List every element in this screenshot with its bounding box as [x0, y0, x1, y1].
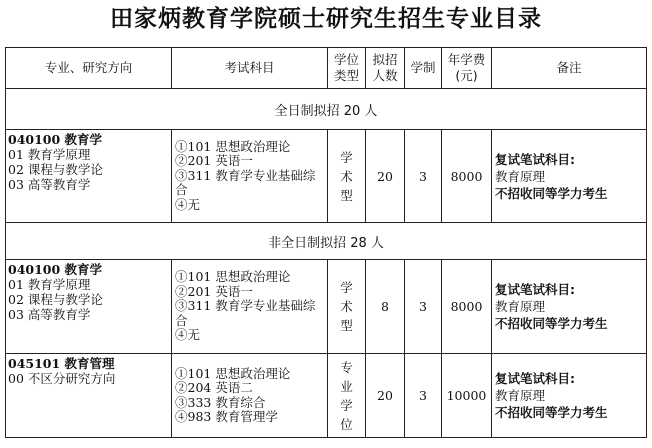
- header-exam: 考试科目: [172, 48, 328, 89]
- exam-item: ④无: [175, 196, 201, 212]
- fee-cell: 8000: [442, 260, 492, 354]
- years-cell: 3: [405, 260, 442, 354]
- notes-cell: [492, 130, 647, 223]
- notes-line: 教育原理: [495, 388, 546, 403]
- table-row: [6, 130, 647, 223]
- header-degree-line2: 类型: [333, 68, 359, 83]
- major-cell: [6, 354, 172, 438]
- notes-line: 不招收同等学力考生: [495, 405, 608, 420]
- fee-cell: 10000: [442, 354, 492, 438]
- table-row: [6, 260, 647, 354]
- table-row: [6, 354, 647, 438]
- notes-line: 不招收同等学力考生: [495, 316, 608, 331]
- section-row: [6, 223, 647, 260]
- fee-cell: 8000: [442, 130, 492, 223]
- notes-cell: [492, 260, 647, 354]
- header-degree-line1: 学位: [333, 52, 359, 67]
- direction-item: 02 课程与教学论: [8, 162, 103, 177]
- direction-item: 01 教育学原理: [8, 147, 91, 162]
- notes-line: 复试笔试科目:: [495, 282, 575, 297]
- notes-line: 教育原理: [495, 299, 546, 314]
- direction-item: 03 高等教育学: [8, 307, 91, 322]
- header-quota-line2: 人数: [372, 68, 398, 83]
- direction-item: 03 高等教育学: [8, 177, 91, 192]
- header-quota-line1: 拟招: [372, 52, 398, 67]
- quota-cell: 20: [366, 354, 405, 438]
- degree-type-cell: [328, 260, 366, 354]
- degree-char: 术: [340, 168, 353, 184]
- degree-char: 学: [340, 280, 353, 295]
- notes-line: 教育原理: [495, 168, 546, 184]
- direction-item: 02 课程与教学论: [8, 292, 103, 307]
- notes-line: 不招收同等学力考生: [495, 185, 608, 201]
- notes-line: 复试笔试科目:: [495, 151, 575, 167]
- exam-item: ②201 英语一: [175, 153, 253, 169]
- header-fee: [442, 48, 492, 89]
- direction-item: 00 不区分研究方向: [8, 371, 116, 386]
- degree-type-cell: [328, 354, 366, 438]
- header-years: 学制: [405, 48, 442, 89]
- section-fulltime: 全日制拟招 20 人: [6, 89, 647, 130]
- exam-item: ②204 英语二: [175, 380, 253, 395]
- degree-char: 型: [340, 187, 353, 203]
- page-title: 田家炳教育学院硕士研究生招生专业目录: [110, 6, 542, 32]
- quota-cell: 20: [366, 130, 405, 223]
- exam-item: ③311 教育学专业基础综合: [175, 167, 316, 198]
- major-code: 040100 教育学: [8, 262, 103, 277]
- header-notes: 备注: [492, 48, 647, 89]
- degree-type-cell: [328, 130, 366, 223]
- degree-char: 型: [340, 318, 353, 333]
- exam-item: ④983 教育管理学: [175, 409, 278, 424]
- degree-char: 学: [340, 397, 353, 413]
- years-cell: 3: [405, 354, 442, 438]
- program-table: [5, 47, 647, 438]
- notes-line: 复试笔试科目:: [495, 371, 575, 386]
- degree-char: 学: [340, 149, 353, 165]
- years-cell: 3: [405, 130, 442, 223]
- exam-cell: [172, 354, 328, 438]
- exam-item: ④无: [175, 327, 201, 343]
- exam-item: ③311 教育学专业基础综合: [175, 298, 316, 328]
- exam-cell: [172, 130, 328, 223]
- exam-item: ②201 英语一: [175, 283, 253, 299]
- header-row: [6, 48, 647, 89]
- header-fee-line1: 年学费: [447, 52, 486, 67]
- exam-item: ①101 思想政治理论: [175, 365, 291, 381]
- exam-item: ①101 思想政治理论: [175, 269, 291, 285]
- major-cell: [6, 260, 172, 354]
- major-cell: [6, 130, 172, 223]
- exam-cell: [172, 260, 328, 354]
- header-quota: [366, 48, 405, 89]
- degree-char: 位: [340, 416, 353, 432]
- header-fee-line2: (元): [455, 68, 478, 83]
- header-degree: [328, 48, 366, 89]
- exam-item: ③333 教育综合: [175, 394, 266, 410]
- section-parttime: 非全日制拟招 28 人: [6, 223, 647, 260]
- degree-char: 专: [340, 359, 353, 375]
- degree-char: 业: [340, 378, 353, 394]
- degree-char: 术: [340, 299, 353, 314]
- major-code: 045101 教育管理: [8, 356, 115, 371]
- header-major: 专业、研究方向: [6, 48, 172, 89]
- section-row: [6, 89, 647, 130]
- direction-item: 01 教育学原理: [8, 277, 91, 292]
- quota-cell: 8: [366, 260, 405, 354]
- major-code: 040100 教育学: [8, 132, 103, 147]
- notes-cell: [492, 354, 647, 438]
- exam-item: ①101 思想政治理论: [175, 138, 291, 154]
